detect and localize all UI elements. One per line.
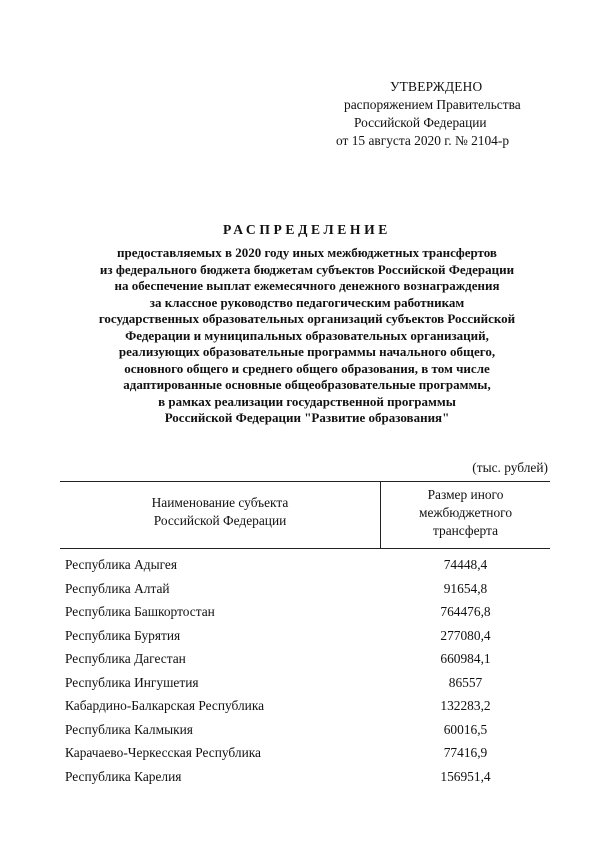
region-name: Республика Дагестан (65, 651, 186, 666)
transfer-amount: 86557 (448, 674, 483, 690)
transfer-amount: 132283,2 (440, 698, 491, 713)
table-row (60, 671, 550, 695)
column-header-amount-line: трансферта (432, 523, 499, 538)
subtitle-line: на обеспечение выплат ежемесячного денежного вознаграждения (114, 278, 500, 293)
transfer-amount: 277080,4 (440, 627, 491, 643)
subtitle-line: Федерации и муниципальных образовательных организаций, (125, 327, 489, 343)
column-header-amount (381, 486, 550, 540)
transfer-amount: 77416,9 (443, 745, 488, 760)
table-row (60, 600, 550, 624)
transfer-amount: 91654,8 (443, 580, 488, 596)
region-name: Республика Алтай (65, 580, 170, 596)
region-name: Республика Ингушетия (65, 674, 199, 690)
subtitle-line: адаптированные основные общеобразовательные программы, (123, 377, 491, 392)
region-name: Республика Карелия (65, 768, 182, 784)
table-header (60, 481, 550, 549)
table-body (60, 553, 550, 788)
subtitle-line: Российской Федерации "Развитие образования" (164, 410, 450, 425)
approval-line-decree: распоряжением Правительства (344, 97, 521, 112)
units-label: (тыс. рублей) (472, 460, 548, 475)
column-header-region-line: Наименование субъекта (151, 495, 289, 510)
subtitle-line: предоставляемых в 2020 году иных межбюджетных трансфертов (117, 245, 497, 260)
approval-line-date-number: от 15 августа 2020 г. № 2104-р (336, 133, 510, 148)
transfer-amount: 660984,1 (440, 651, 491, 666)
transfer-amount: 74448,4 (443, 557, 488, 572)
region-name: Кабардино-Балкарская Республика (65, 698, 265, 713)
column-header-amount-line: межбюджетного (418, 505, 513, 520)
subtitle-line: основного общего и среднего общего образования, в том числе (124, 360, 490, 376)
table-row (60, 694, 550, 718)
subtitle-line: за классное руководство педагогическим работникам (149, 294, 465, 310)
document-subtitle (40, 245, 574, 427)
approval-stamp (336, 78, 556, 150)
document-title: РАСПРЕДЕЛЕНИЕ (223, 222, 391, 237)
column-header-amount-line: Размер иного (427, 487, 504, 502)
region-name: Республика Бурятия (65, 627, 181, 643)
approval-line-federation: Российской Федерации (354, 115, 487, 130)
table-row (60, 765, 550, 789)
table-row (60, 718, 550, 742)
table-row (60, 577, 550, 601)
table-row (60, 553, 550, 577)
transfer-amount: 156951,4 (440, 768, 491, 784)
region-name: Карачаево-Черкесская Республика (65, 745, 261, 760)
transfer-amount: 60016,5 (443, 721, 488, 737)
subtitle-line: реализующих образовательные программы начального общего, (118, 344, 496, 359)
table-row (60, 647, 550, 671)
table-row (60, 624, 550, 648)
subtitle-line: государственных образовательных организаций субъектов Российской (98, 311, 516, 326)
region-name: Республика Адыгея (65, 557, 177, 572)
approval-heading: УТВЕРЖДЕНО (390, 79, 483, 94)
column-header-region-line: Российской Федерации (153, 513, 287, 528)
table-row (60, 741, 550, 765)
transfer-amount: 764476,8 (440, 604, 491, 619)
column-header-region (60, 494, 380, 530)
distribution-table (60, 481, 550, 784)
region-name: Республика Башкортостан (65, 604, 215, 619)
region-name: Республика Калмыкия (65, 721, 193, 737)
subtitle-line: в рамках реализации государственной программы (158, 393, 456, 409)
subtitle-line: из федерального бюджета бюджетам субъектов Российской Федерации (99, 261, 515, 277)
